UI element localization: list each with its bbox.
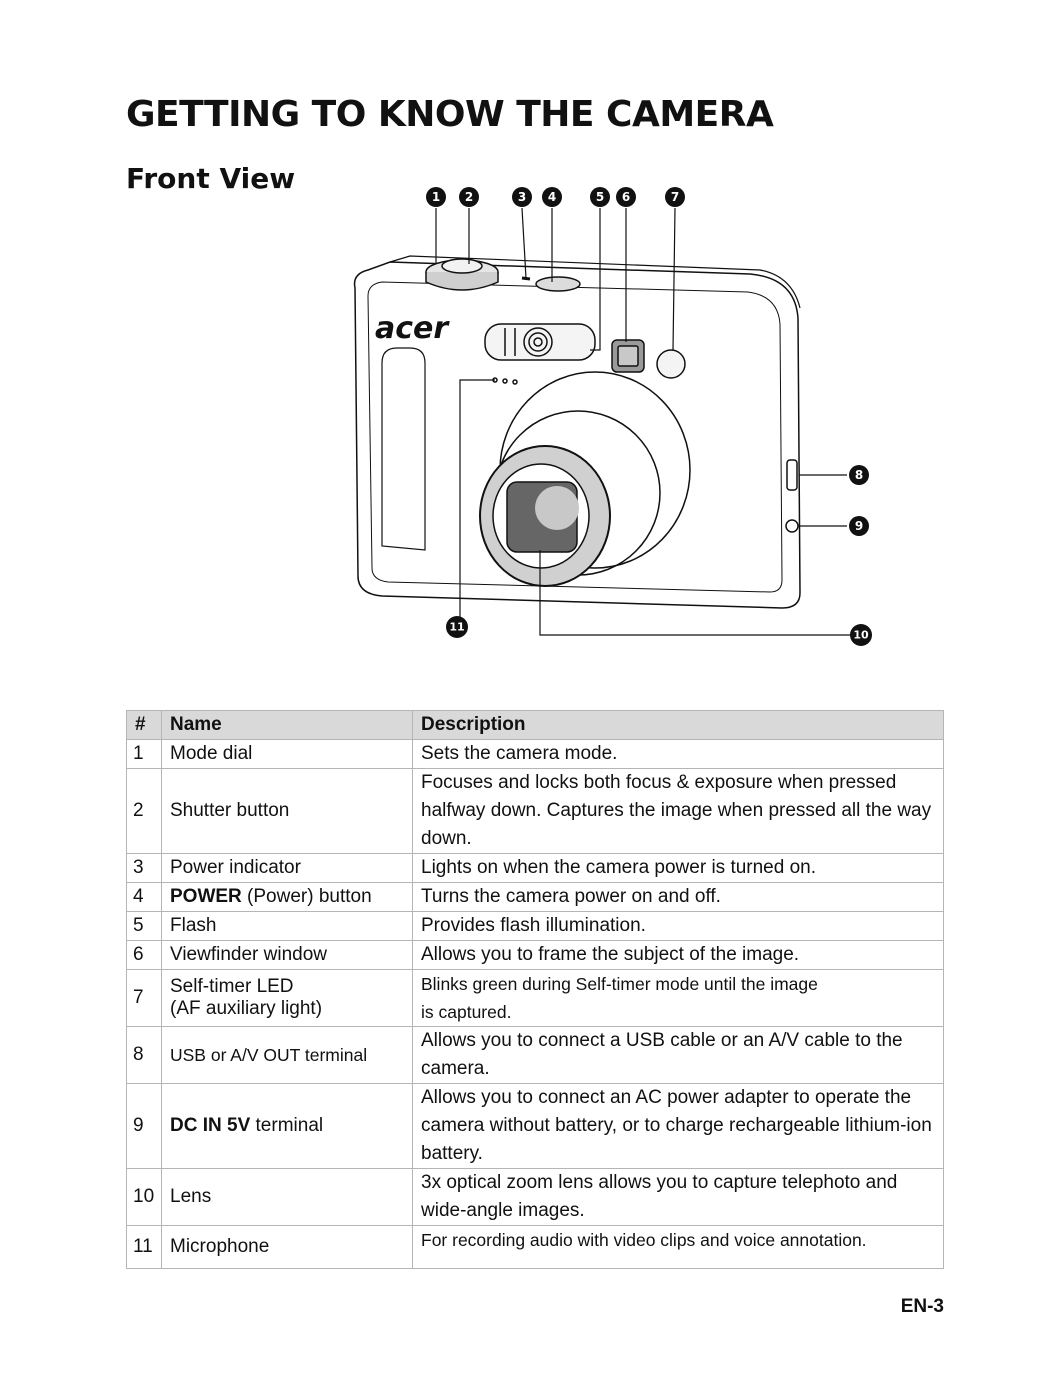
row-description: Allows you to frame the subject of the image. (413, 941, 944, 970)
table-row (127, 1027, 944, 1084)
row-number: 9 (127, 1084, 162, 1169)
row-description: Allows you to connect a USB cable or an A/V cable to the camera. (413, 1027, 944, 1084)
row-name-line1: Self-timer LED (170, 976, 294, 997)
row-name-line2: (AF auxiliary light) (170, 998, 323, 1019)
callout-3 (512, 187, 532, 207)
svg-text:9: 9 (854, 519, 864, 533)
page-title: GETTING TO KNOW THE CAMERA (126, 94, 774, 135)
column-header-description: Description (413, 711, 944, 740)
svg-text:6: 6 (621, 190, 631, 204)
acer-logo: acer (375, 311, 449, 346)
row-number: 4 (127, 883, 162, 912)
row-number: 2 (127, 769, 162, 854)
svg-text:3: 3 (517, 190, 527, 204)
row-number: 5 (127, 912, 162, 941)
section-subtitle: Front View (126, 162, 296, 195)
row-description: Sets the camera mode. (413, 740, 944, 769)
row-description: Provides flash illumination. (413, 912, 944, 941)
callout-5 (590, 187, 610, 207)
row-description (413, 970, 944, 1027)
row-name-bold: DC IN 5V (170, 1115, 251, 1136)
callout-9 (849, 516, 869, 536)
row-name: Viewfinder window (162, 941, 413, 970)
table-row (127, 854, 944, 883)
row-name (162, 970, 413, 1027)
page-number: EN-3 (900, 1296, 944, 1317)
table-row (127, 1226, 944, 1269)
row-number: 10 (127, 1169, 162, 1226)
column-header-number: # (127, 711, 162, 740)
row-number: 6 (127, 941, 162, 970)
row-description: For recording audio with video clips and voice annotation. (413, 1226, 944, 1269)
row-description: 3x optical zoom lens allows you to capture telephoto and wide-angle images. (413, 1169, 944, 1226)
row-description: Focuses and locks both focus & exposure when pressed halfway down. Captures the image when pressed all the way down. (413, 769, 944, 854)
svg-text:5: 5 (595, 190, 605, 204)
svg-text:4: 4 (547, 190, 557, 204)
parts-table (126, 710, 944, 1269)
svg-text:1: 1 (431, 190, 441, 204)
table-row (127, 941, 944, 970)
svg-text:8: 8 (854, 468, 864, 482)
svg-text:10: 10 (853, 628, 869, 642)
callout-2 (459, 187, 479, 207)
row-description: Turns the camera power on and off. (413, 883, 944, 912)
callout-1 (426, 187, 446, 207)
row-number: 7 (127, 970, 162, 1027)
svg-text:2: 2 (464, 190, 474, 204)
table-row (127, 912, 944, 941)
column-header-name: Name (162, 711, 413, 740)
row-description: Lights on when the camera power is turned on. (413, 854, 944, 883)
camera-front-diagram (330, 178, 890, 658)
row-number: 11 (127, 1226, 162, 1269)
svg-text:7: 7 (670, 190, 680, 204)
svg-text:11: 11 (449, 620, 465, 634)
table-header-row (127, 711, 944, 740)
callout-7 (665, 187, 685, 207)
callout-4 (542, 187, 562, 207)
row-name: Shutter button (162, 769, 413, 854)
row-number: 1 (127, 740, 162, 769)
callout-6 (616, 187, 636, 207)
table-row (127, 970, 944, 1027)
row-description-line1: Blinks green during Self-timer mode until the image (421, 974, 818, 994)
row-name-bold: POWER (170, 886, 242, 907)
callout-11 (446, 616, 468, 638)
row-name-rest: terminal (250, 1115, 324, 1136)
row-name (162, 1084, 413, 1169)
table-row (127, 769, 944, 854)
callout-markers (426, 187, 872, 646)
row-name: Microphone (162, 1226, 413, 1269)
row-name (162, 883, 413, 912)
row-name: Lens (162, 1169, 413, 1226)
row-number: 3 (127, 854, 162, 883)
row-name: Mode dial (162, 740, 413, 769)
row-name-rest: (Power) button (241, 886, 372, 907)
row-number: 8 (127, 1027, 162, 1084)
row-name: Flash (162, 912, 413, 941)
callout-8 (849, 465, 869, 485)
table-row (127, 883, 944, 912)
row-name: Power indicator (162, 854, 413, 883)
row-description-line2: is captured. (421, 1002, 512, 1022)
table-row (127, 1084, 944, 1169)
row-description: Allows you to connect an AC power adapter to operate the camera without battery, or to charge rechargeable lithium-ion battery. (413, 1084, 944, 1169)
row-name: USB or A/V OUT terminal (162, 1027, 413, 1084)
callout-10 (850, 624, 872, 646)
table-row (127, 1169, 944, 1226)
table-row (127, 740, 944, 769)
